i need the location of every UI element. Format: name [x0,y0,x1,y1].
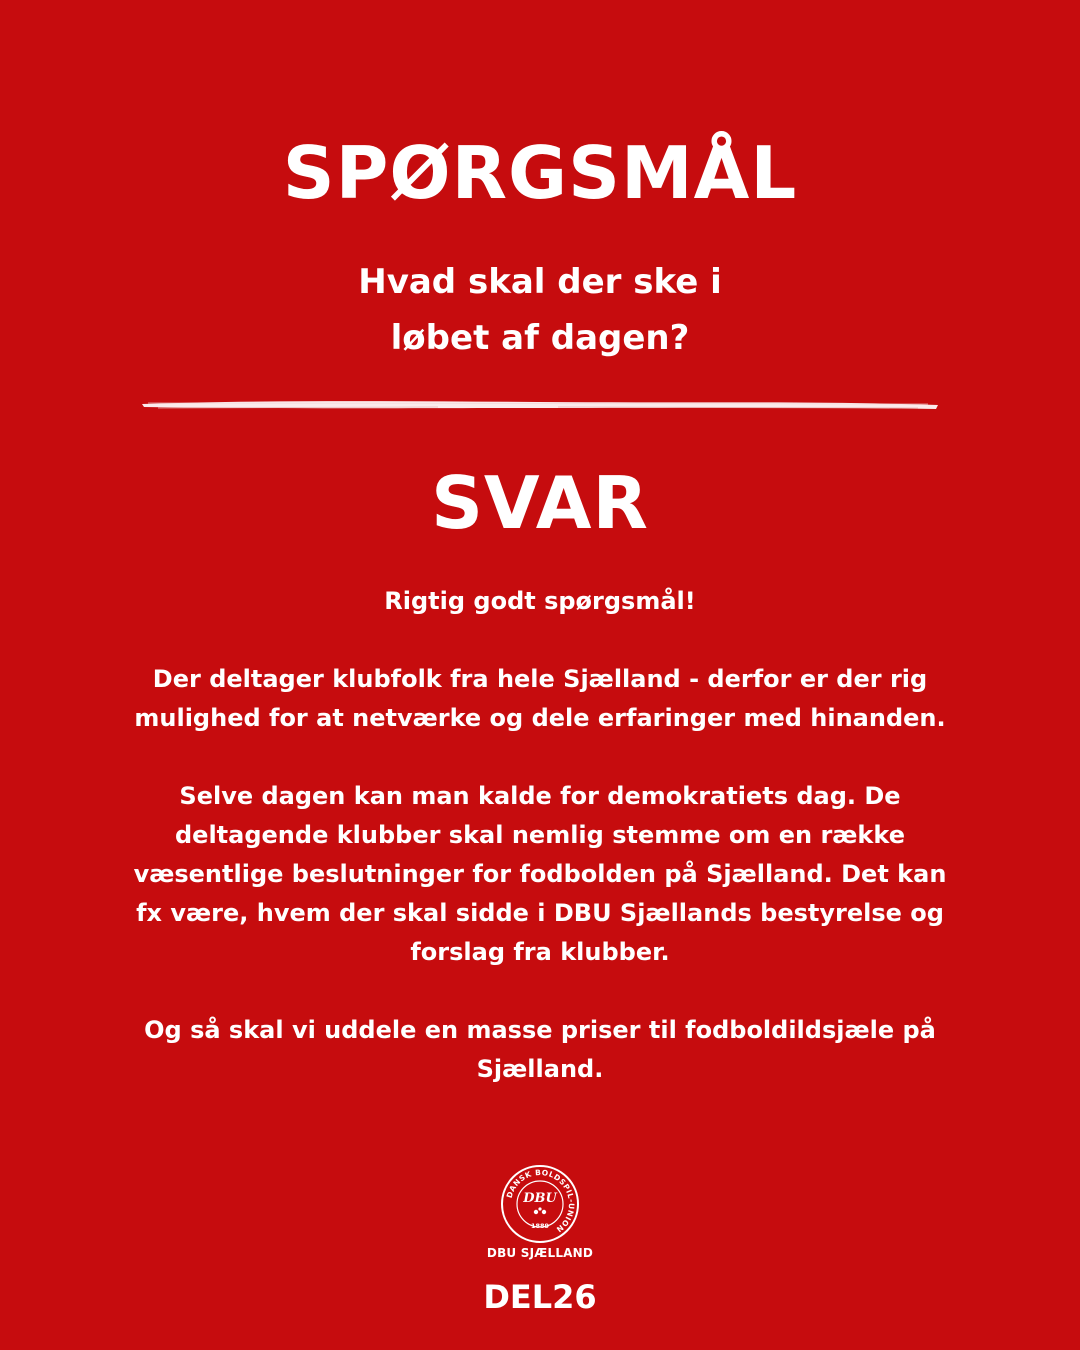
logo-ring-text: DANSK BOLDSPIL-UNION [504,1167,577,1235]
answer-title: SVAR [431,461,649,545]
answer-line: forslag fra klubber. [410,938,670,966]
answer-line: Sjælland. [476,1055,604,1083]
answer-paragraph [90,777,990,972]
answer-paragraph [90,660,990,738]
answer-line: Rigtig godt spørgsmål! [384,587,696,615]
answer-line: mulighed for at netværke og dele erfaringer med hinanden. [134,704,946,732]
answer-line: fx være, hvem der skal sidde i DBU Sjællands bestyrelse og [136,899,944,927]
org-name: DBU SJÆLLAND [486,1246,594,1260]
answer-paragraph [90,1011,990,1089]
question-title: SPØRGSMÅL [282,131,798,215]
answer-line: deltagende klubber skal nemlig stemme om en række [175,821,905,849]
answer-line: Der deltager klubfolk fra hele Sjælland - derfor er der rig [152,665,928,693]
answer-line: væsentlige beslutninger for fodbolden på Sjælland. Det kan [133,860,947,888]
question-line: løbet af dagen? [390,318,690,358]
logo-monogram: DBU [523,1191,557,1206]
answer-paragraph [90,582,990,621]
answer-line: Og så skal vi uddele en masse priser til fodboldildsjæle på [144,1016,936,1044]
dbu-crest-icon [500,1164,580,1244]
chalk-divider [138,392,942,416]
logo-year: 1889 [530,1222,550,1230]
question-text [140,254,940,366]
event-code: DEL26 [483,1278,597,1316]
answer-body [90,582,990,1128]
question-line: Hvad skal der ske i [358,262,722,302]
answer-line: Selve dagen kan man kalde for demokratiets dag. De [179,782,901,810]
